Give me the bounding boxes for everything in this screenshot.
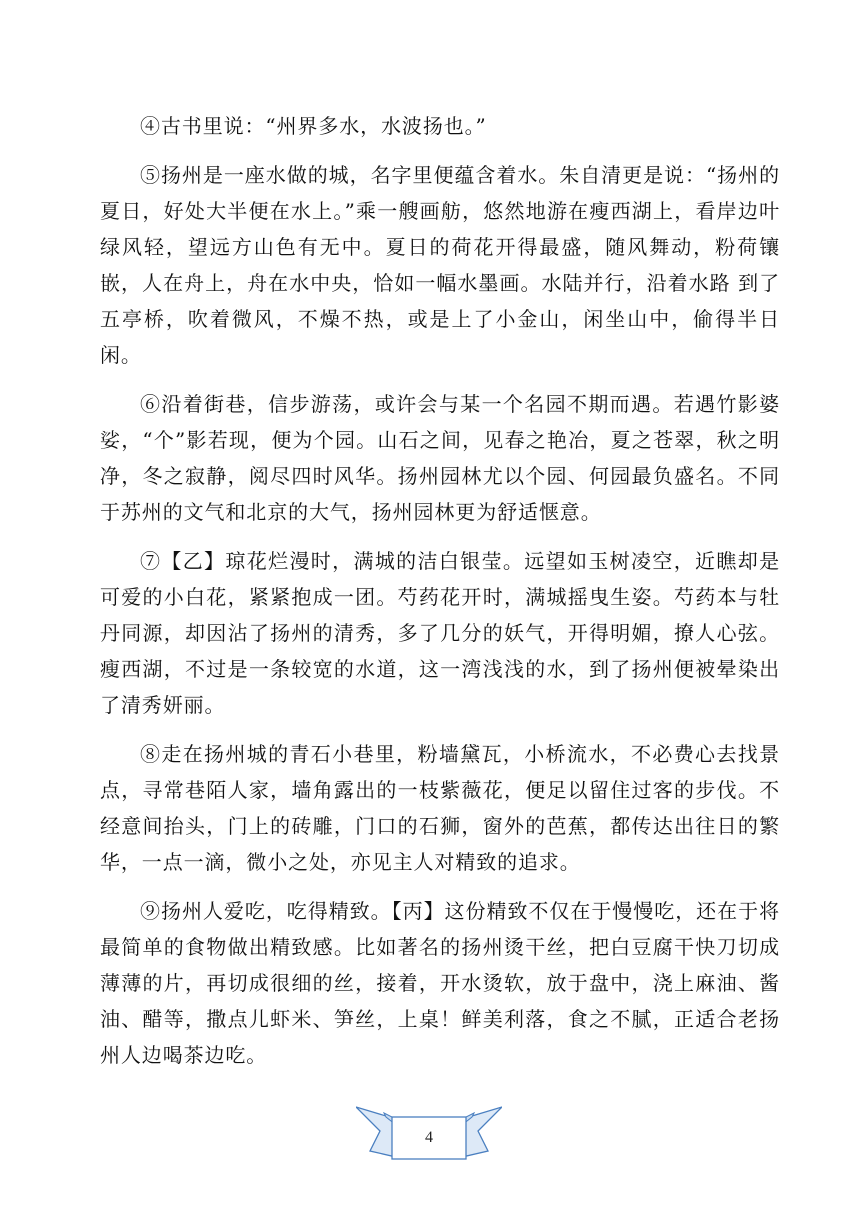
paragraph-9: ⑨扬州人爱吃，吃得精致。【丙】这份精致不仅在于慢慢吃，还在于将最简单的食物做出精致感。比如著名的扬州烫干丝，把白豆腐干快刀切成薄薄的片，再切成很细的丝，接着，开水烫软，放于盘中，浇上麻油、酱油、醋等，撒点儿虾米、笋丝，上桌！鲜美利落，食之不腻，正适合老扬州人边喝茶边吃。 (100, 899, 780, 1067)
article-body (100, 108, 780, 1086)
paragraph-7: ⑦【乙】琼花烂漫时，满城的洁白银莹。远望如玉树凌空，近瞧却是可爱的小白花，紧紧抱成一团。芍药花开时，满城摇曳生姿。芍药本与牡丹同源，却因沾了扬州的清秀，多了几分的妖气，开得明媚，撩人心弦。瘦西湖，不过是一条较宽的水道，这一湾浅浅的水，到了扬州便被晕染出了清秀妍丽。 (100, 549, 780, 717)
page-footer (356, 1105, 502, 1165)
paragraph-5: ⑤扬州是一座水做的城，名字里便蕴含着水。朱自清更是说：“扬州的夏日，好处大半便在水上。”乘一艘画舫，悠然地游在瘦西湖上，看岸边叶绿风轻，望远方山色有无中。夏日的荷花开得最盛，随风舞动，粉荷镶嵌，人在舟上，舟在水中央，恰如一幅水墨画。水陆并行，沿着水路 到了五亭桥，吹着微风，不燥不热，或是上了小金山，闲坐山中，偷得半日闲。 (100, 163, 780, 367)
paragraph-6: ⑥沿着街巷，信步游荡，或许会与某一个名园不期而遇。若遇竹影婆娑，“个”影若现，便为个园。山石之间，见春之艳冶，夏之苍翠，秋之明净，冬之寂静，阅尽四时风华。扬州园林尤以个园、何园最负盛名。不同于苏州的文气和北京的大气，扬州园林更为舒适惬意。 (100, 392, 780, 524)
paragraph-8: ⑧走在扬州城的青石小巷里，粉墙黛瓦，小桥流水，不必费心去找景点，寻常巷陌人家，墙角露出的一枝紫薇花，便足以留住过客的步伐。不经意间抬头，门上的砖雕，门口的石狮，窗外的芭蕉，都传达出往日的繁华，一点一滴，微小之处，亦见主人对精致的追求。 (100, 742, 780, 874)
page-number: 4 (425, 1129, 433, 1146)
paragraph-4: ④古书里说：“州界多水，水波扬也。” (140, 114, 487, 138)
